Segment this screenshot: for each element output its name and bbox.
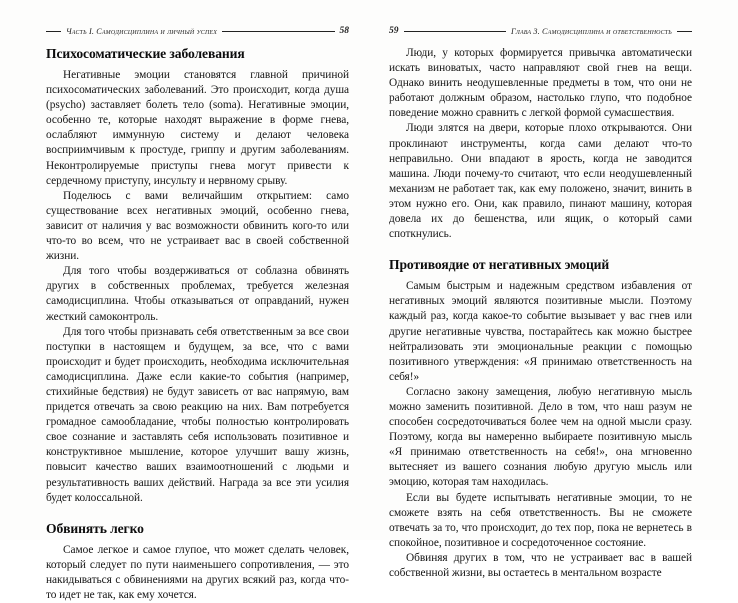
rule-left-middle [222, 31, 334, 32]
paragraph: Негативные эмоции становятся главной причиной психосоматических заболеваний. Это происходит, когда душа (psycho) заставляет болеть тело (soma). Негативные эмоции, особенно те, которые находят выражение в форме гнева, ослабляют иммунную систему и делают человека восприимчивым к простуде, гриппу и другим заболеваниям. Неконтролируемые приступы гнева могут привести к сердечному приступу, инсульту и нервному срыву. [46, 69, 349, 187]
right-page [369, 0, 738, 579]
paragraph: Поделюсь с вами величайшим открытием: само существование всех негативных эмоций, особенно гнева, зависит от наличия у вас возможности обвинить кого-то или что-то во всем, что не устраивает вас в своей собственной жизни. [46, 189, 349, 263]
left-page [0, 0, 369, 601]
rule-right-end [677, 31, 692, 32]
right-running-head [389, 24, 692, 38]
right-page-folio: 59 [389, 26, 399, 36]
paragraph: Обвиняя других в том, что не устраивает вас в вашей собственной жизни, вы остаетесь в ментальном возрасте [389, 551, 692, 579]
right-section-heading-antidote: Противоядие от негативных эмоций [389, 257, 610, 273]
paragraph: Для того чтобы воздерживаться от соблазна обвинять других в собственных проблемах, требуется железная самодисциплина. Чтобы отказываться от оправданий, нужен жесткий самоконтроль. [46, 265, 349, 323]
rule-left-start [46, 31, 61, 32]
left-running-head [46, 24, 349, 38]
paragraph: Самое легкое и самое глупое, что может сделать человек, который следует по пути наименьшего сопротивления, — это накидываться с обвинениями на других всякий раз, когда что-то идет не так, как ему хочется. [46, 543, 349, 601]
left-page-folio: 58 [339, 26, 349, 36]
right-running-head-title: Глава 3. Самодисциплина и ответственность [510, 26, 672, 36]
paragraph: Если вы будете испытывать негативные эмоции, то не сможете взять на себя ответственность. Вы не сможете отвечать за то, что происходит, до тех пор, пока не вернетесь в спокойное, позитивное и сосредоточенное состояние. [389, 491, 692, 549]
left-text-column [46, 46, 349, 603]
right-text-column [389, 46, 692, 581]
paragraph: Для того чтобы признавать себя ответственным за все свои поступки в настоящем и будущем, за все, что с вами происходит и будет происходить, необходима исключительная самодисциплина. Даже если какие-то события (например, стихийные бедствия) не будут зависеть от вас напрямую, вам придется отвечать за свою реакцию на них. Вам потребуется громадное самообладание, чтобы полностью контролировать свое сознание и заставлять себя использовать позитивное и конструктивное мышление, которое улучшит вашу жизнь, повысит качество ваших взаимоотношений с людьми и результативность ваших действий. Награда за все эти усилия будет колоссальной. [46, 325, 349, 504]
paragraph: Самым быстрым и надежным средством избавления от негативных эмоций являются позитивные мысли. Поэтому каждый раз, когда какое-то событие вызывает у вас гнев или другие негативные чувства, постарайтесь как можно быстрее нейтрализовать эти эмоциональные реакции с помощью позитивного утверждения: «Я принимаю ответственность на себя!» [389, 280, 692, 383]
paragraph: Люди злятся на двери, которые плохо открываются. Они проклинают инструменты, когда сами делают что-то неправильно. Они впадают в ярость, когда не заводится машина. Люди почему-то считают, что если неодушевленный механизм не работает так, как ему положено, значит, винить в этом нужно его. Они, как правило, пинают машину, которая довела их до бешенства, или ящик, о который сами споткнулись. [389, 122, 692, 241]
left-section-heading-blaming: Обвинять легко [46, 520, 144, 536]
rule-right-middle [404, 31, 506, 32]
paragraph: Согласно закону замещения, любую негативную мысль можно заменить позитивной. Дело в том, что наш разум не способен сосредоточиваться более чем на одной мысли сразу. Поэтому, когда вы намеренно выбираете позитивную мысль «Я принимаю ответственность на себя!», она мгновенно вытесняет из вашего сознания любую другую мысль или эмоцию, которая там находилась. [389, 385, 692, 489]
paragraph: Люди, у которых формируется привычка автоматически искать виноватых, часто направляют свой гнев на вещи. Однако винить неодушевленные предметы в том, что они не работают должным образом, настолько глупо, что подобное поведение можно сравнить с легкой формой сумасшествия. [389, 47, 692, 120]
left-running-head-title: Часть I. Самодисциплина и личный успех [66, 26, 218, 36]
left-section-heading-psychosomatic: Психосоматические заболевания [46, 46, 245, 61]
